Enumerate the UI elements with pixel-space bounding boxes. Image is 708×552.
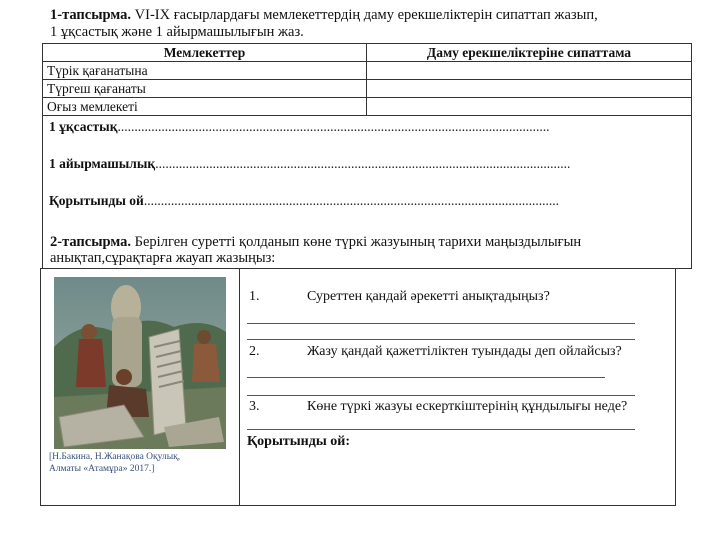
answer-line[interactable] [247, 395, 635, 396]
question-number: 2. [249, 344, 260, 359]
state-description-cell[interactable] [367, 80, 692, 98]
dotted-line: ........................................................................................................................... [155, 156, 571, 171]
similarity-label: 1 ұқсастық [49, 119, 118, 134]
ancient-stele-illustration [54, 277, 226, 449]
dotted-line: ................................................................................................................................ [117, 119, 550, 134]
conclusion-label-2: Қорытынды ой: [247, 434, 350, 449]
question-text: Көне түркі жазуы ескерткіштерінің құндылығы неде? [307, 399, 628, 414]
caption-line1: [Н.Бакина, Н.Жанақова Оқулық, [49, 452, 181, 462]
question-number: 3. [249, 399, 260, 414]
question-text: Жазу қандай қажеттіліктен туындады деп ойлайсыз? [307, 344, 622, 359]
state-name: Түргеш қағанаты [43, 80, 367, 98]
answer-line[interactable] [247, 377, 605, 378]
table-row [43, 62, 692, 80]
column-divider [239, 269, 240, 505]
task2-instruction [50, 234, 690, 266]
answer-line[interactable] [247, 339, 635, 340]
stele-scene-image [54, 277, 226, 449]
header-states: Мемлекеттер [43, 44, 367, 62]
task1-label: 1-тапсырма. [50, 7, 132, 23]
conclusion-line [49, 192, 685, 209]
table-row [43, 98, 692, 116]
task1-text-line2: 1 ұқсастық және 1 айырмашылығын жаз. [50, 24, 304, 40]
answer-line[interactable] [247, 323, 635, 324]
table-header-row [43, 44, 692, 62]
state-description-cell[interactable] [367, 98, 692, 116]
difference-line [49, 155, 685, 172]
table-row [43, 80, 692, 98]
conclusion-label: Қорытынды ой [49, 193, 144, 208]
difference-label: 1 айырмашылық [49, 156, 156, 171]
task2-box [40, 268, 676, 506]
dotted-line: ........................................................................................................................... [143, 193, 559, 208]
question-text: Суреттен қандай әрекетті анықтадыңыз? [307, 289, 550, 304]
task2-text-line1: Берілген суретті қолданып көне түркі жазуының тарихи маңыздылығын [131, 234, 582, 250]
state-description-cell[interactable] [367, 62, 692, 80]
caption-line2: Алматы «Атамұра» 2017.] [49, 464, 155, 474]
answer-line[interactable] [247, 429, 635, 430]
similarity-line [49, 118, 685, 135]
state-name: Түрік қағанатына [43, 62, 367, 80]
task1-instruction [50, 7, 690, 41]
state-name: Оғыз мемлекеті [43, 98, 367, 116]
task1-text-line1: VI-IX ғасырлардағы мемлекеттердің даму ерекшеліктерін сипаттап жазып, [131, 7, 598, 23]
task2-text-line2: анықтап,сұрақтарға жауап жазыңыз: [50, 250, 276, 266]
image-caption [49, 451, 229, 475]
task2-label: 2-тапсырма. [50, 234, 132, 250]
question-number: 1. [249, 289, 260, 304]
header-description: Даму ерекшеліктеріне сипаттама [367, 44, 692, 62]
